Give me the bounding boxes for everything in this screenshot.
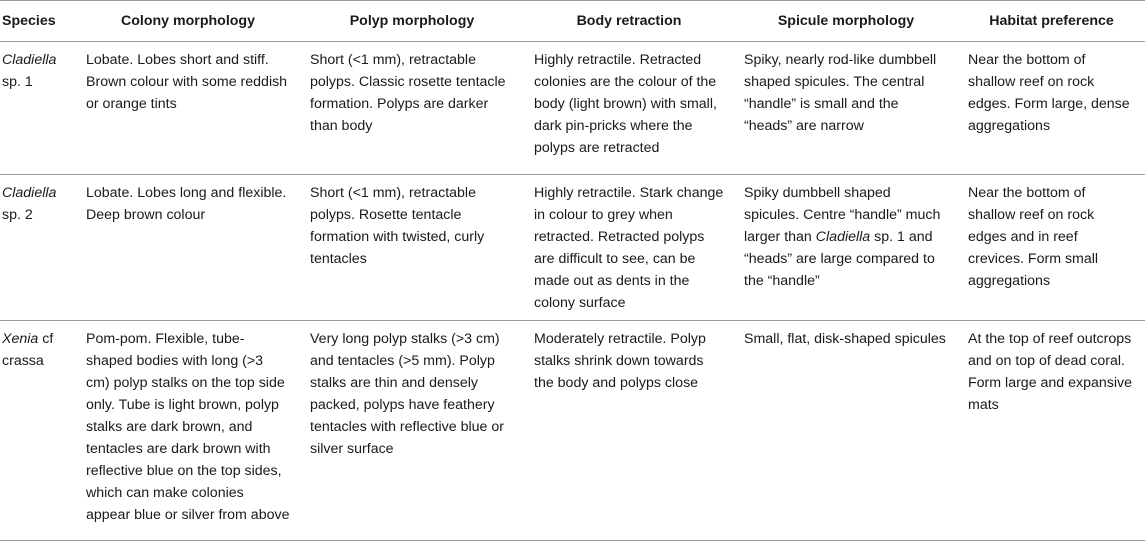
habitat-preference-cell: Near the bottom of shallow reef on rock edges. Form large, dense aggregations (958, 42, 1145, 175)
species-cell (0, 42, 76, 175)
header-row (0, 1, 1145, 42)
polyp-morphology-cell: Short (<1 mm), retractable polyps. Rosette tentacle formation with twisted, curly tentacles (300, 175, 524, 321)
species-epithet: cf crassa (2, 331, 54, 369)
species-genus: Xenia (2, 331, 39, 347)
spicule-text-part1: Spiky dumbbell shaped spicules. Centre “handle” much larger than (744, 185, 941, 245)
header-habitat-preference: Habitat preference (958, 1, 1145, 42)
body-retraction-cell: Highly retractile. Retracted colonies are the colour of the body (light brown) with small, dark pin-pricks where the polyps are retracted (524, 42, 734, 175)
spicule-text-genus: Cladiella (815, 229, 871, 245)
species-genus: Cladiella (2, 185, 57, 201)
table-header (0, 1, 1145, 42)
body-retraction-cell: Moderately retractile. Polyp stalks shrink down towards the body and polyps close (524, 321, 734, 541)
header-body-retraction: Body retraction (524, 1, 734, 42)
habitat-preference-cell: Near the bottom of shallow reef on rock edges and in reef crevices. Form small aggregations (958, 175, 1145, 321)
table-row (0, 42, 1145, 175)
table-body (0, 42, 1145, 541)
colony-morphology-cell: Pom-pom. Flexible, tube-shaped bodies with long (>3 cm) polyp stalks on the top side only. Tube is light brown, polyp stalks are dark brown, and tentacles are dark brown with reflective blue on the top sides, which can make colonies appear blue or silver from above (76, 321, 300, 541)
header-polyp-morphology: Polyp morphology (300, 1, 524, 42)
table-row (0, 175, 1145, 321)
spicule-morphology-cell (734, 175, 958, 321)
species-epithet: sp. 1 (2, 74, 33, 90)
header-colony-morphology: Colony morphology (76, 1, 300, 42)
colony-morphology-cell: Lobate. Lobes long and flexible. Deep brown colour (76, 175, 300, 321)
habitat-preference-cell: At the top of reef outcrops and on top of dead coral. Form large and expansive mats (958, 321, 1145, 541)
body-retraction-cell: Highly retractile. Stark change in colour to grey when retracted. Retracted polyps are difficult to see, can be made out as dents in the colony surface (524, 175, 734, 321)
spicule-morphology-cell: Spiky, nearly rod-like dumbbell shaped spicules. The central “handle” is small and the “heads” are narrow (734, 42, 958, 175)
spicule-text-part2: sp. 1 and “heads” are large compared to the “handle” (744, 229, 935, 289)
polyp-morphology-cell: Short (<1 mm), retractable polyps. Classic rosette tentacle formation. Polyps are darker than body (300, 42, 524, 175)
polyp-morphology-cell: Very long polyp stalks (>3 cm) and tentacles (>5 mm). Polyp stalks are thin and densely packed, polyps have feathery tentacles with reflective blue or silver surface (300, 321, 524, 541)
species-genus: Cladiella (2, 52, 57, 68)
spicule-morphology-cell: Small, flat, disk-shaped spicules (734, 321, 958, 541)
header-species: Species (0, 1, 76, 42)
header-spicule-morphology: Spicule morphology (734, 1, 958, 42)
species-epithet: sp. 2 (2, 207, 33, 223)
table-row (0, 321, 1145, 541)
colony-morphology-cell: Lobate. Lobes short and stiff. Brown colour with some reddish or orange tints (76, 42, 300, 175)
species-cell (0, 175, 76, 321)
species-cell (0, 321, 76, 541)
